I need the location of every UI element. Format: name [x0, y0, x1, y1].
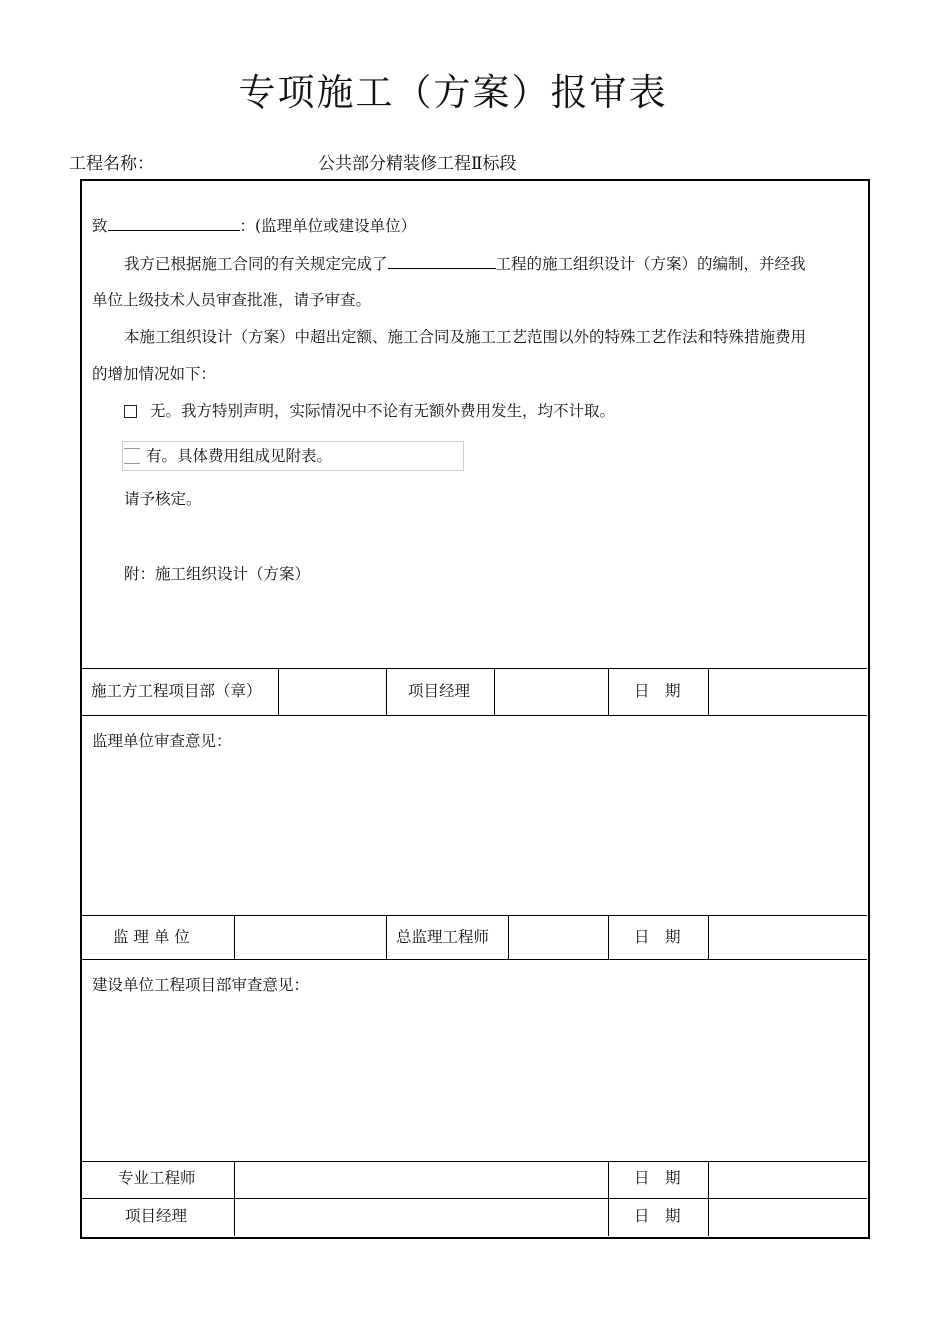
row1-top-rule [81, 668, 867, 669]
contractor-label: 施工方工程项目部（章） [91, 682, 262, 700]
row3-top-rule [81, 1161, 867, 1162]
addressee-suffix: ：(监理单位或建设单位） [239, 217, 417, 235]
para1-text-b: 工程的施工组织设计（方案）的编制，并经我 [495, 255, 806, 273]
addressee-blank[interactable] [108, 218, 240, 231]
row4-top-rule [81, 1198, 867, 1199]
paragraph-2-line-1: 本施工组织设计（方案）中超出定额、施工合同及施工工艺范围以外的特殊工艺作法和特殊措施费用 [124, 328, 807, 346]
para1-text-a: 我方已根据施工合同的有关规定完成了 [124, 255, 388, 273]
addressee-line [92, 218, 416, 235]
addressee-prefix: 致 [92, 217, 108, 235]
owner-opinion-label: 建设单位工程项目部审查意见： [92, 976, 310, 994]
row1-divider-3 [494, 668, 495, 715]
specialist-engineer-label: 专业工程师 [118, 1169, 196, 1187]
row2-divider-3 [508, 915, 509, 959]
paragraph-1-line-2: 单位上级技术人员审查批准，请予审查。 [92, 291, 372, 309]
paragraph-2-line-2: 的增加情况如下： [92, 365, 217, 383]
row1-divider-1 [278, 668, 279, 715]
project-name-value: 公共部分精装修工程Ⅱ标段 [318, 154, 517, 174]
row1-divider-2 [386, 668, 387, 715]
project-name-label: 工程名称： [69, 154, 154, 174]
date-label-2: 日 期 [634, 928, 681, 946]
option-none-text: 无。我方特别声明，实际情况中不论有无额外费用发生，均不计取。 [150, 402, 616, 420]
page-title: 专项施工（方案）报审表 [238, 71, 668, 114]
row34-divider-2 [608, 1161, 609, 1236]
project-manager-label: 项目经理 [408, 682, 471, 700]
project-blank[interactable] [388, 256, 496, 269]
row2-top-rule [81, 915, 867, 916]
date-label-1: 日 期 [634, 682, 681, 700]
option-has-text: 有。具体费用组成见附表。 [146, 447, 333, 465]
attachment-text: 附：施工组织设计（方案） [124, 565, 311, 583]
row1-divider-4 [608, 668, 609, 715]
row2-bottom-rule [81, 959, 867, 960]
row1-bottom-rule [81, 715, 867, 716]
supervisor-opinion-label: 监理单位审查意见： [92, 732, 232, 750]
row2-divider-1 [234, 915, 235, 959]
row34-divider-3 [708, 1161, 709, 1236]
project-manager-label-2: 项目经理 [125, 1207, 188, 1225]
chief-engineer-label: 总监理工程师 [396, 928, 490, 946]
request-text: 请予核定。 [124, 490, 202, 508]
row2-divider-4 [608, 915, 609, 959]
option-has-checkbox[interactable] [124, 448, 140, 464]
option-none-checkbox[interactable] [124, 405, 137, 418]
row1-divider-5 [708, 668, 709, 715]
row34-divider-1 [234, 1161, 235, 1236]
row2-divider-5 [708, 915, 709, 959]
row2-divider-2 [386, 915, 387, 959]
supervisor-unit-label: 监 理 单 位 [113, 928, 190, 946]
paragraph-1-line-1 [124, 256, 806, 273]
date-label-4: 日 期 [634, 1207, 681, 1225]
date-label-3: 日 期 [634, 1169, 681, 1187]
